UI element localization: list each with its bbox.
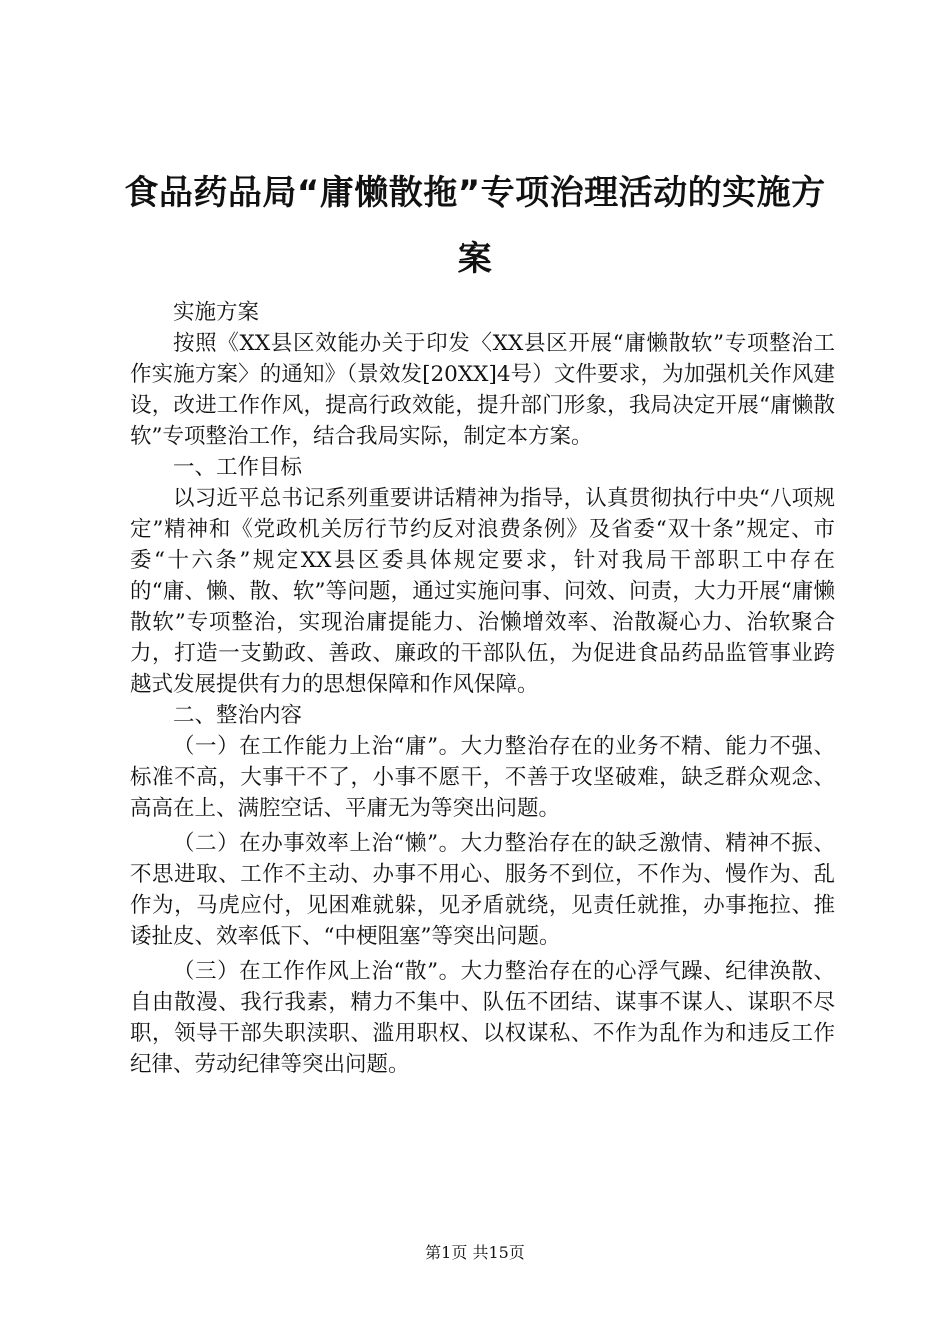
paragraph-plan-label: 实施方案	[173, 300, 260, 325]
paragraph-item-2: （二）在办事效率上治“懒”。大力整治存在的缺乏激情、精神不振、不思进取、工作不主动、办事不用心、服务不到位，不作为、慢作为、乱作为，马虎应付，见困难就躲，见矛盾就绕，见责任就推，办事拖拉、推诿扯皮、效率低下、“中梗阻塞”等突出问题。	[130, 831, 835, 949]
section-heading-goals: 一、工作目标	[173, 455, 303, 480]
paragraph-intro: 按照《XX县区效能办关于印发〈XX县区开展“庸懒散软”专项整治工作实施方案〉的通知》（景效发[20XX]4号）文件要求，为加强机关作风建设，改进工作作风，提高行政效能，提升部门形象，我局决定开展“庸懒散软”专项整治工作，结合我局实际，制定本方案。	[130, 331, 835, 449]
page-footer: 第1页 共15页	[425, 1243, 525, 1262]
document-body	[130, 297, 835, 1080]
paragraph-item-1: （一）在工作能力上治“庸”。大力整治存在的业务不精、能力不强、标准不高，大事干不了，小事不愿干，不善于攻坚破难，缺乏群众观念、高高在上、满腔空话、平庸无为等突出问题。	[130, 734, 835, 821]
paragraph-item-3: （三）在工作作风上治“散”。大力整治存在的心浮气躁、纪律涣散、自由散漫、我行我素，精力不集中、队伍不团结、谋事不谋人、谋职不尽职，领导干部失职渎职、滥用职权、以权谋私、不作为乱作为和违反工作纪律、劳动纪律等突出问题。	[130, 959, 835, 1077]
section-heading-content: 二、整治内容	[173, 703, 303, 728]
document-title: 食品药品局“庸懒散拖”专项治理活动的实施方案	[124, 173, 826, 279]
paragraph-goals: 以习近平总书记系列重要讲话精神为指导，认真贯彻执行中央“八项规定”精神和《党政机关厉行节约反对浪费条例》及省委“双十条”规定、市委“十六条”规定XX县区委具体规定要求，针对我局干部职工中存在的“庸、懒、散、软”等问题，通过实施问事、问效、问责，大力开展“庸懒散软”专项整治，实现治庸提能力、治懒增效率、治散凝心力、治软聚合力，打造一支勤政、善政、廉政的干部队伍，为促进食品药品监管事业跨越式发展提供有力的思想保障和作风保障。	[130, 486, 835, 697]
